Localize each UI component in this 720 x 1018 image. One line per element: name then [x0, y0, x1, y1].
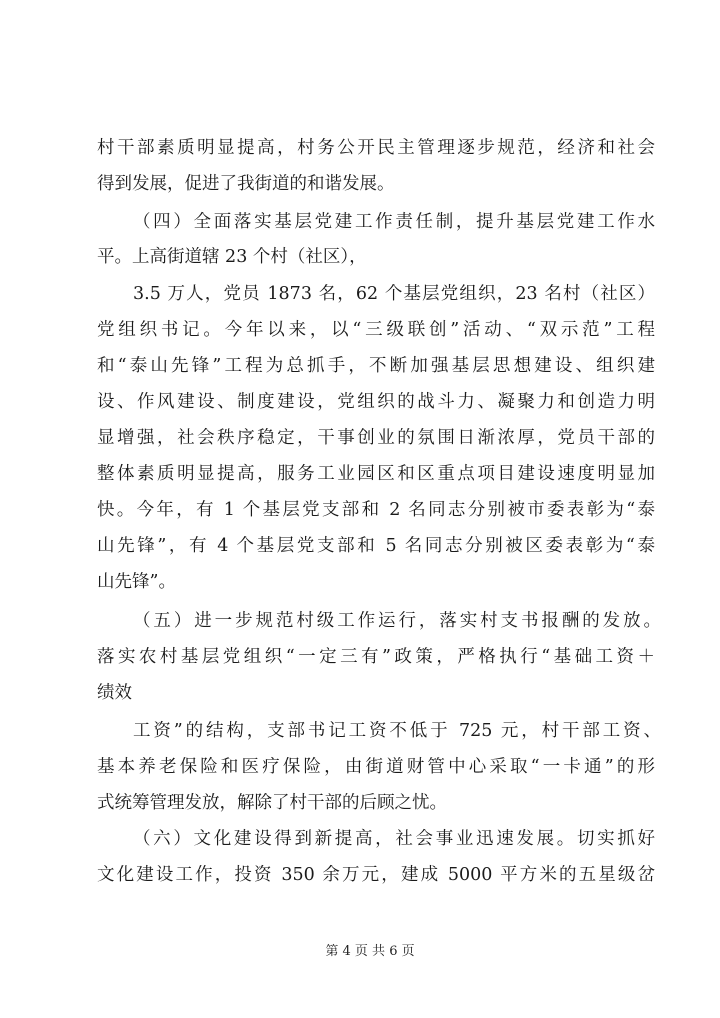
text-line: 显增强，社会秩序稳定，干事创业的氛围日渐浓厚，党员干部的	[97, 428, 655, 448]
text-line: 设、作风建设、制度建设，党组织的战斗力、凝聚力和创造力明	[97, 392, 655, 412]
paragraph-heading-6: （六）文化建设得到新提高，社会事业迅速发展。切实抓好	[133, 829, 655, 849]
text-line: 快。今年，有 1 个基层党支部和 2 名同志分别被市委表彰为“泰	[97, 500, 655, 520]
text-line: 落实农村基层党组织“一定三有”政策，严格执行“基础工资＋	[97, 647, 655, 667]
text-line: 平。上高街道辖 23 个村（社区），	[97, 247, 367, 267]
text-line: 文化建设工作，投资 350 余万元，建成 5000 平方米的五星级岔	[97, 865, 655, 885]
page-number-footer: 第 4 页 共 6 页	[325, 944, 415, 959]
text-line: 式统筹管理发放，解除了村干部的后顾之忧。	[97, 793, 447, 813]
text-line: 村干部素质明显提高，村务公开民主管理逐步规范，经济和社会	[97, 138, 655, 158]
paragraph-heading-5: （五）进一步规范村级工作运行，落实村支书报酬的发放。	[133, 611, 661, 631]
text-line: 绩效	[97, 683, 132, 703]
text-line: 党组织书记。今年以来，以“三级联创”活动、“双示范”工程	[97, 320, 655, 340]
text-line: 工资”的结构，支部书记工资不低于 725 元，村干部工资、	[133, 721, 661, 741]
paragraph-heading-4: （四）全面落实基层党建工作责任制，提升基层党建工作水	[133, 212, 655, 232]
text-line: 整体素质明显提高，服务工业园区和区重点项目建设速度明显加	[97, 464, 655, 484]
text-line: 3.5 万人，党员 1873 名，62 个基层党组织，23 名村（社区）	[133, 284, 655, 304]
text-line: 山先锋”。	[97, 572, 176, 592]
text-line: 山先锋”，有 4 个基层党支部和 5 名同志分别被区委表彰为“泰	[97, 536, 655, 556]
text-line: 和“泰山先锋”工程为总抓手，不断加强基层思想建设、组织建	[97, 356, 655, 376]
text-line: 基本养老保险和医疗保险，由街道财管中心采取“一卡通”的形	[97, 757, 655, 777]
text-line: 得到发展，促进了我街道的和谐发展。	[97, 174, 395, 194]
